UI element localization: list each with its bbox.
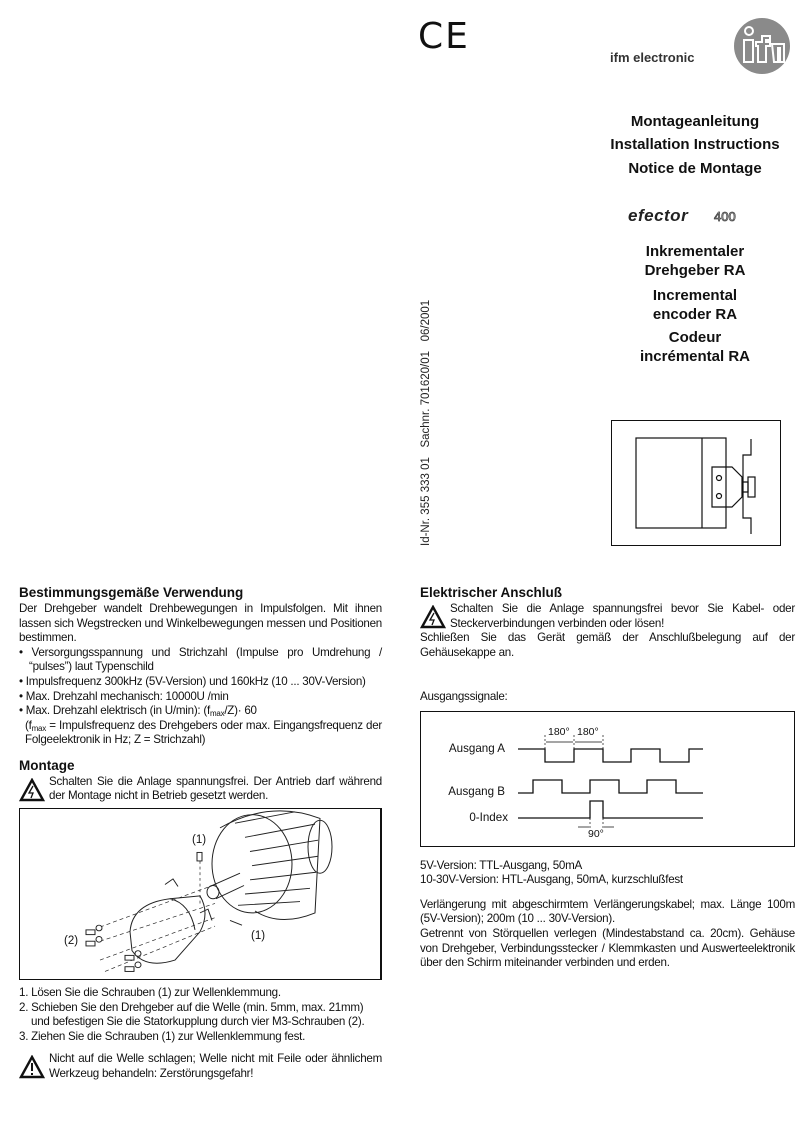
electrical-warning-icon bbox=[420, 605, 446, 629]
cable-text: Verlängerung mit abgeschirmtem Verlängerungskabel; max. Länge 100m (5V-Version); 200m (10 ... 30V-Version). bbox=[420, 897, 795, 926]
signal-a-trace bbox=[518, 749, 703, 762]
final-warning-row bbox=[19, 1052, 382, 1081]
title-de: Montageanleitung bbox=[630, 113, 760, 130]
mount-warning-row bbox=[19, 775, 382, 804]
signals-label: Ausgangssignale: bbox=[420, 690, 508, 703]
routing-text: Getrennt von Störquellen verlegen (Mindestabstand ca. 20cm). Gehäuse von Drehgeber, Verbindungsstecker / Klemmkasten und Auswerteelektronik über den Schirm miteinander verbinden und erden. bbox=[420, 926, 795, 970]
usage-note: ($f_{max}$ = Impulsfrequenz des Drehgebers oder max. Eingangsfrequenz der Folgeelektronik in Hz; Z = Strichzahl) bbox=[25, 718, 382, 747]
title-fr: Notice de Montage bbox=[628, 160, 762, 177]
signal-index-label: 0-Index bbox=[469, 810, 508, 824]
label-screw-2: (2) bbox=[64, 934, 79, 947]
usage-bullet: • Impulsfrequenz 300kHz (5V-Version) und 160kHz (10 ... 30V-Version) bbox=[19, 674, 366, 688]
output-specs bbox=[420, 859, 795, 888]
ifm-logo-glyph bbox=[734, 18, 790, 74]
title-en: Installation Instructions bbox=[610, 136, 780, 153]
electrical-warning-icon bbox=[19, 778, 45, 802]
brand-text: ifm electronic bbox=[610, 50, 695, 65]
output-signals-diagram bbox=[420, 711, 795, 847]
mount-warning: Schalten Sie die Anlage spannungsfrei. Der Antrieb darf während der Montage nicht in Betrieb gesetzt werden. bbox=[49, 774, 382, 803]
step: 3. Ziehen Sie die Schrauben (1) zur Wellenklemmung fest. bbox=[19, 1029, 306, 1043]
efector-logo bbox=[628, 205, 768, 225]
mounting-illustration bbox=[19, 808, 382, 980]
output-spec: 5V-Version: TTL-Ausgang, 50mA bbox=[420, 858, 583, 872]
electrical-heading: Elektrischer Anschluß bbox=[420, 585, 563, 600]
label-screw-1-top: (1) bbox=[192, 833, 207, 846]
svg-text:400: 400 bbox=[714, 209, 736, 224]
signal-b-trace bbox=[518, 780, 703, 793]
left-column bbox=[19, 585, 382, 1081]
caution-warning-icon bbox=[19, 1055, 45, 1079]
final-warning: Nicht auf die Welle schlagen; Welle nicht mit Feile oder ähnlichem Werkzeug behandeln: Zerstörungsgefahr! bbox=[49, 1052, 382, 1080]
usage-section bbox=[19, 602, 382, 748]
step: 1. Lösen Sie die Schrauben (1) zur Wellenklemmung. bbox=[19, 985, 281, 999]
usage-bullet: • Max. Drehzahl elektrisch (in U/min): $(f_{max}/Z)\cdot 60$ bbox=[19, 704, 257, 719]
electrical-text: Schließen Sie das Gerät gemäß der Anschlußbelegung auf der Gehäusekappe an. bbox=[420, 631, 795, 659]
ifm-logo bbox=[734, 18, 790, 74]
cable-section bbox=[420, 898, 795, 971]
mount-steps bbox=[19, 986, 382, 1044]
label-screw-1-side: (1) bbox=[251, 929, 266, 942]
product-name-de: Inkrementaler Drehgeber RA bbox=[644, 243, 746, 279]
step: 2. Schieben Sie den Drehgeber auf die Welle (min. 5mm, max. 21mm) und befestigen Sie die Statorkupplung durch vier M3-Schrauben (2). bbox=[19, 1000, 365, 1029]
document-id: Id-Nr. 355 333 01 Sachnr. 701620/01 06/2001 bbox=[420, 299, 432, 546]
svg-text:efector: efector bbox=[628, 206, 689, 225]
motor-drawing bbox=[207, 811, 332, 920]
signal-b-label: Ausgang B bbox=[448, 784, 505, 798]
angle-label: 180° bbox=[548, 725, 570, 738]
angle-label: 90° bbox=[588, 827, 604, 840]
electrical-warning: Schalten Sie die Anlage spannungsfrei bevor Sie Kabel- oder Steckerverbindungen verbinden oder lösen! bbox=[450, 602, 795, 630]
encoder-outline-drawing bbox=[611, 420, 781, 546]
usage-intro: Der Drehgeber wandelt Drehbewegungen in Impulsfolgen. Mit ihnen lassen sich Wegstrecken und Winkelbewegungen messen und Positionen bestimmen. bbox=[19, 602, 382, 645]
output-spec: 10-30V-Version: HTL-Ausgang, 50mA, kurzschlußfest bbox=[420, 873, 683, 887]
ce-mark: CE bbox=[418, 16, 470, 57]
signal-a-label: Ausgang A bbox=[448, 741, 505, 755]
electrical-warning-row bbox=[420, 602, 795, 631]
signal-index-trace bbox=[518, 801, 703, 818]
usage-heading: Bestimmungsgemäße Verwendung bbox=[19, 585, 244, 600]
product-name-en: Incremental encoder RA bbox=[652, 287, 738, 323]
right-column bbox=[420, 585, 795, 971]
angle-label: 180° bbox=[577, 725, 599, 738]
product-name-fr: Codeur incrémental RA bbox=[639, 329, 751, 365]
mount-heading: Montage bbox=[19, 757, 75, 773]
usage-bullet: • Versorgungsspannung und Strichzahl (Impulse pro Umdrehung / “pulses”) laut Typenschild bbox=[19, 645, 382, 674]
usage-bullet: • Max. Drehzahl mechanisch: 10000U /min bbox=[19, 689, 229, 703]
